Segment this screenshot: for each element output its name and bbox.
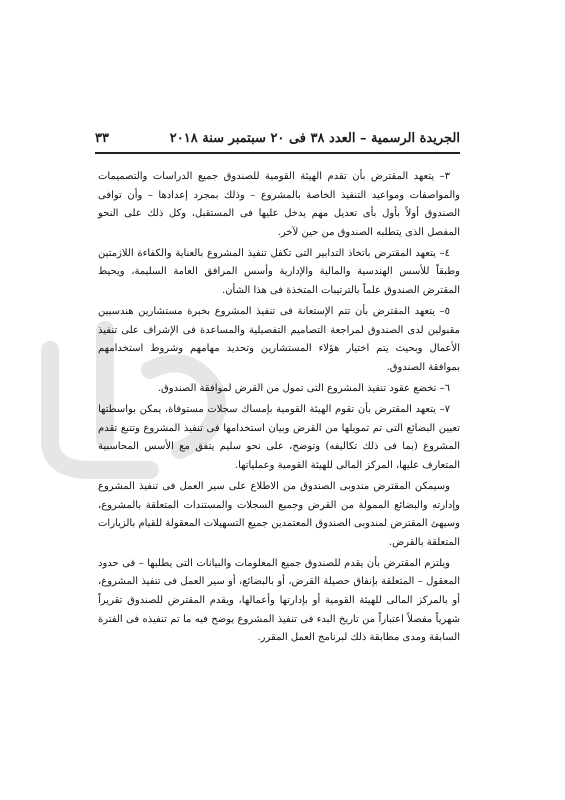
gazette-title: الجريدة الرسمية – العدد ٣٨ فى ٢٠ سبتمبر سنة ٢٠١٨ — [169, 131, 460, 146]
paragraph: ٥– يتعهد المقترض بأن تتم الإستعانة فى تنفيذ المشروع بخبرة مستشارين هندسيين مقبولين لدى الصندوق لمراجعة التصاميم التفصيلية والمساعدة فى الإشراف على تنفيذ الأعمال وبحيث يتم اختيار هؤلاء المستشارين وتحديد مهامهم وشروط استخدامهم بموافقة الصندوق. — [98, 306, 460, 373]
document-body — [98, 168, 460, 650]
paragraph: ويلتزم المقترض بأن يقدم للصندوق جميع المعلومات والبيانات التى يطلبها – فى حدود المعقول – المتعلقة بإنفاق حصيلة القرض، أو بالبضائع، أو سير العمل فى تنفيذ المشروع، أو بالمركز المالى للهيئة القومية أو بإدارتها وأعمالها، ويقدم المقترض للصندوق تقريراً شهرياً مفصلاً اعتباراً من تاريخ البدء فى تنفيذ المشروع يوضح فيه ما تم تنفيذه فى الفترة السابقة ومدى مطابقة ذلك لبرنامج العمل المقرر. — [98, 557, 460, 644]
page-number: ٣٣ — [95, 131, 109, 146]
paragraph: ٤– يتعهد المقترض باتخاذ التدابير التى تكفل تنفيذ المشروع بالعناية والكفاءة اللازمتين وطبقاً للأسس الهندسية والمالية والإدارية وأسس المرافق العامة السليمة، ويحيط المقترض الصندوق علماً بالترتيبات المتخذة فى هذا الشأن. — [98, 247, 460, 297]
page-header — [95, 128, 460, 152]
paragraph: ٣– يتعهد المقترض بأن تقدم الهيئة القومية للصندوق جميع الدراسات والتصميمات والمواصفات ومواعيد التنفيذ الخاصة بالمشروع – وذلك بمجرد إعدادها – وأن توافى الصندوق أولاً بأول بأى تعديل مهم يدخل عليها فى المستقبل، وكل ذلك على النحو المفصل الذى يتطلبه الصندوق من حين لآخر. — [98, 171, 461, 238]
header-divider — [95, 152, 460, 154]
paragraph: ٦– تخضع عقود تنفيذ المشروع التى تمول من القرض لموافقة الصندوق. — [157, 383, 450, 395]
paragraph: وسيمكن المقترض مندوبى الصندوق من الاطلاع على سير العمل فى تنفيذ المشروع وإدارته والبضائع الممولة من القرض وجميع السجلات والمستندات المتعلقة بالمشروع، وسيهئ المقترض لمندوبى الصندوق المعتمدين جميع التسهيلات المعقولة للقيام بالزيارات المتعلقة بالقرض. — [98, 481, 460, 548]
paragraph: ٧– يتعهد المقترض بأن تقوم الهيئة القومية بإمساك سجلات مستوفاة، يمكن بواسطتها تعيين البضائع التى تم تمويلها من القرض وبيان استخدامها فى تنفيذ المشروع وتتبع تقدم المشروع (بما فى ذلك تكاليفه) وتوضح، على نحو سليم يتفق مع الأسس المحاسبية المتعارف عليها، المركز المالى للهيئة القومية وعملياتها. — [98, 404, 460, 471]
